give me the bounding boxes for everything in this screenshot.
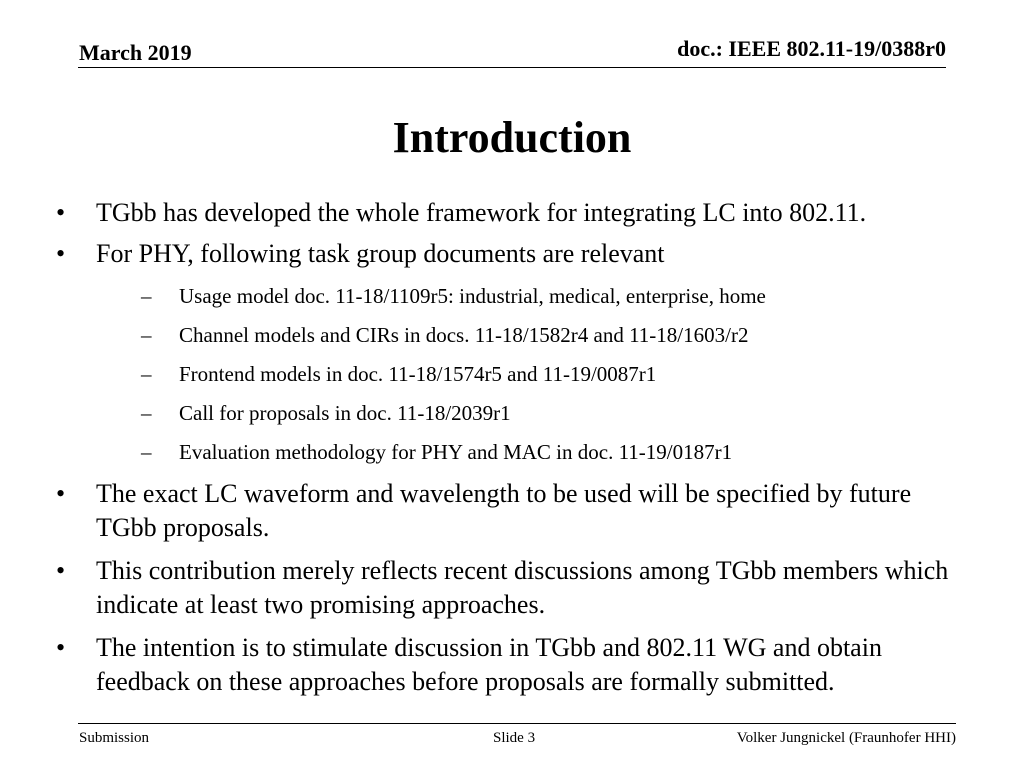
slide-title: Introduction	[392, 113, 632, 162]
bullet-text: For PHY, following task group documents are relevant	[96, 239, 665, 268]
sub-bullet-frontend-models	[141, 359, 979, 389]
sub-bullet-text: Usage model doc. 11-18/1109r5: industrial, medical, enterprise, home	[179, 284, 766, 308]
bullet-item-phy-documents	[56, 237, 976, 271]
sub-bullet-usage-model	[141, 281, 979, 311]
bullet-icon: •	[56, 633, 66, 662]
header-doc-id: doc.: IEEE 802.11-19/0388r0	[677, 36, 946, 61]
bullet-icon: •	[56, 556, 66, 585]
bullet-text: The intention is to stimulate discussion in TGbb and 802.11 WG and obtain feedback on these approaches before proposals are formally submitted.	[96, 633, 882, 696]
footer-slide-number: Slide 3	[493, 730, 536, 746]
header-date: March 2019	[79, 40, 192, 65]
bullet-text: TGbb has developed the whole framework for integrating LC into 802.11.	[96, 198, 867, 227]
dash-icon: –	[141, 284, 152, 308]
dash-icon: –	[141, 440, 152, 464]
sub-bullet-text: Channel models and CIRs in docs. 11-18/1582r4 and 11-18/1603/r2	[179, 323, 749, 347]
dash-icon: –	[141, 323, 152, 347]
sub-bullet-channel-models	[141, 320, 979, 350]
footer-author: Volker Jungnickel (Fraunhofer HHI)	[736, 730, 956, 746]
dash-icon: –	[141, 362, 152, 386]
bullet-item-waveform	[56, 477, 926, 545]
sub-bullet-evaluation-methodology	[141, 437, 979, 467]
dash-icon: –	[141, 401, 152, 425]
sub-bullet-text: Frontend models in doc. 11-18/1574r5 and 11-19/0087r1	[179, 362, 657, 386]
sub-bullet-text: Call for proposals in doc. 11-18/2039r1	[179, 401, 511, 425]
bullet-text: This contribution merely reflects recent discussions among TGbb members which indicate at least two promising approaches.	[96, 556, 949, 619]
bullet-item-contribution	[56, 554, 966, 622]
bullet-text: The exact LC waveform and wavelength to be used will be specified by future TGbb proposals.	[96, 479, 912, 542]
bullet-item-framework	[56, 196, 976, 230]
footer-divider	[78, 723, 956, 724]
bullet-icon: •	[56, 239, 66, 268]
bullet-icon: •	[56, 198, 66, 227]
footer-submission: Submission	[79, 730, 150, 746]
sub-bullet-text: Evaluation methodology for PHY and MAC in doc. 11-19/0187r1	[179, 440, 733, 464]
bullet-icon: •	[56, 479, 66, 508]
header-divider	[78, 67, 946, 68]
bullet-item-intention	[56, 631, 976, 699]
sub-bullet-call-for-proposals	[141, 398, 979, 428]
